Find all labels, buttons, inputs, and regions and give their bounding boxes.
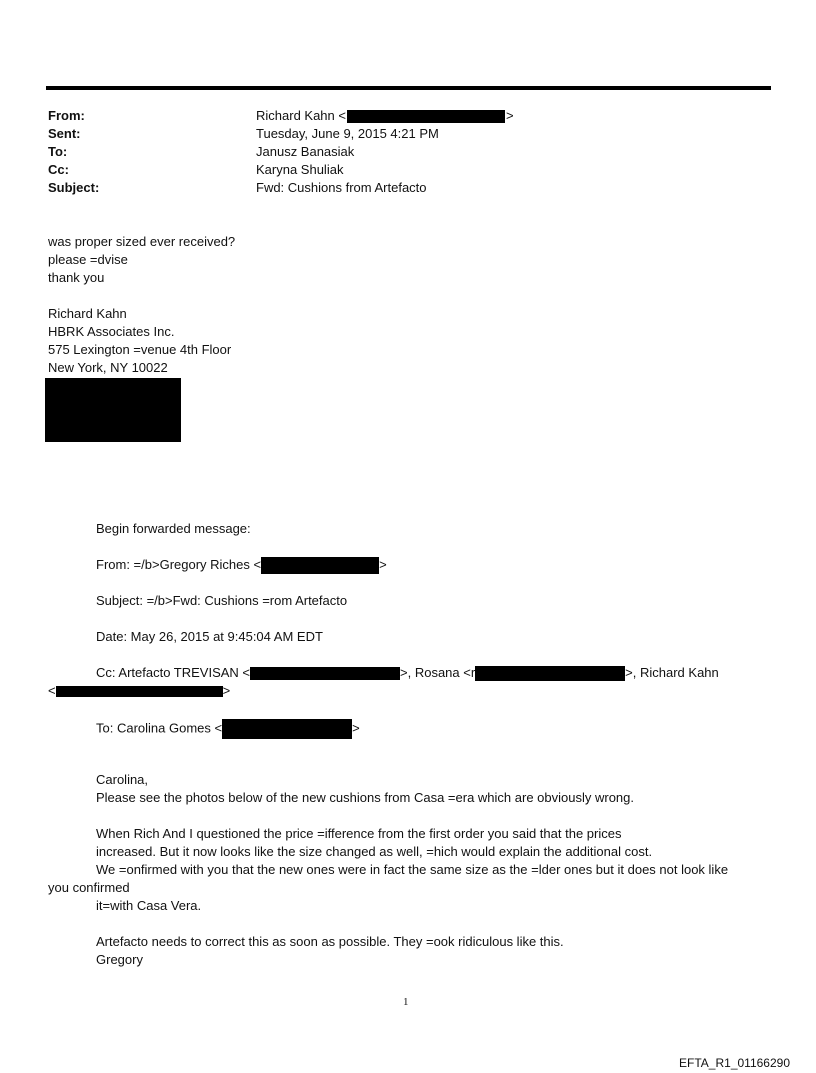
from-value xyxy=(256,108,514,123)
signature-company: HBRK Associates Inc. xyxy=(48,324,175,339)
paragraph-line: Artefacto needs to correct this as soon as possible. They =ook ridiculous like this. xyxy=(96,934,564,949)
forward-date: Date: May 26, 2015 at 9:45:04 AM EDT xyxy=(96,629,323,644)
redaction-box xyxy=(56,686,223,697)
cc-value: Karyna Shuliak xyxy=(256,162,344,177)
redaction-block xyxy=(45,378,181,442)
body-line: please =dvise xyxy=(48,252,128,267)
forward-cc-mid: >, Rosana <r xyxy=(400,665,476,680)
paragraph-line: We =onfirmed with you that the new ones were in fact the same size as the =lder ones but it does not look like xyxy=(96,862,729,877)
greeting: Carolina, xyxy=(96,772,149,787)
forward-from-end: > xyxy=(379,557,387,572)
from-name: Richard Kahn < xyxy=(256,108,346,123)
paragraph-line: Please see the photos below of the new cushions from Casa =era which are obviously wrong. xyxy=(96,790,634,805)
document-id: EFTA_R1_01166290 xyxy=(679,1056,790,1070)
forward-subject: Subject: =/b>Fwd: Cushions =rom Artefacto xyxy=(96,593,348,608)
sent-value: Tuesday, June 9, 2015 4:21 PM xyxy=(256,126,439,141)
forward-cc-text: Cc: Artefacto TREVISAN < xyxy=(96,665,251,680)
signature-name: Richard Kahn xyxy=(48,306,127,321)
sent-label: Sent: xyxy=(48,126,81,141)
forward-cc-cont-start: < xyxy=(48,683,56,698)
redaction-box xyxy=(261,557,379,574)
cc-label: Cc: xyxy=(48,162,69,177)
forward-to-text: To: Carolina Gomes < xyxy=(96,720,223,736)
forward-cc-end: >, Richard Kahn xyxy=(625,665,719,680)
forward-from xyxy=(96,557,387,574)
signoff: Gregory xyxy=(96,952,143,967)
forward-cc xyxy=(96,665,719,681)
signature-city: New York, NY 10022 xyxy=(48,360,168,375)
to-label: To: xyxy=(48,144,68,159)
paragraph-line: When Rich And I questioned the price =ifference from the first order you said that the prices xyxy=(96,826,622,841)
forward-intro: Begin forwarded message: xyxy=(96,521,251,536)
body-line: was proper sized ever received? xyxy=(48,234,236,249)
forward-from-text: From: =/b>Gregory Riches < xyxy=(96,557,262,572)
top-rule xyxy=(46,86,771,90)
forward-cc-cont xyxy=(48,683,230,698)
paragraph-line: it=with Casa Vera. xyxy=(96,898,202,913)
from-label: From: xyxy=(48,108,85,123)
redaction-box xyxy=(347,110,505,123)
paragraph-line: increased. But it now looks like the size changed as well, =hich would explain the additional cost. xyxy=(96,844,653,859)
subject-value: Fwd: Cushions from Artefacto xyxy=(256,180,427,195)
from-end: > xyxy=(505,108,514,123)
forward-to xyxy=(96,719,360,739)
subject-label: Subject: xyxy=(48,180,100,195)
redaction-box xyxy=(475,666,625,681)
forward-to-end: > xyxy=(352,720,360,736)
forward-cc-cont-end: > xyxy=(222,683,231,698)
page-number: 1 xyxy=(403,996,409,1008)
body-line: thank you xyxy=(48,270,105,285)
paragraph-line: you confirmed xyxy=(48,880,130,895)
redaction-box xyxy=(250,667,400,680)
redaction-box xyxy=(222,719,352,739)
to-value: Janusz Banasiak xyxy=(256,144,355,159)
signature-address: 575 Lexington =venue 4th Floor xyxy=(48,342,232,357)
